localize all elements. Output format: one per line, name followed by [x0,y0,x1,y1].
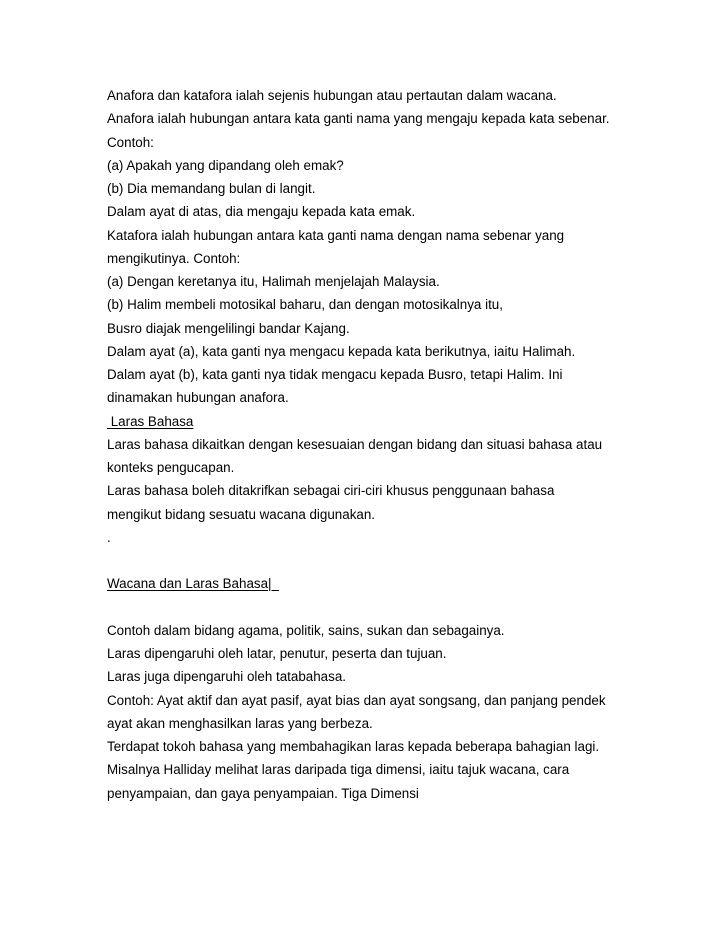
example-line: (a) Dengan keretanya itu, Halimah menjelajah Malaysia. [107,274,440,289]
paragraph-line: Dalam ayat (a), kata ganti nya mengacu kepada kata berikutnya, iaitu Halimah. [107,343,576,359]
paragraph-line: Contoh dalam bidang agama, politik, sains, sukan dan sebagainya. [107,622,505,638]
paragraph-line: Laras bahasa dikaitkan dengan kesesuaian dengan bidang dan situasi bahasa atau [107,436,603,452]
paragraph-line: mengikutinya. Contoh: [107,250,241,266]
blank-line [107,549,707,572]
paragraph-line: Anafora ialah hubungan antara kata ganti nama yang mengaju kepada kata sebenar. [107,111,610,127]
paragraph-line: Misalnya Halliday melihat laras daripada tiga dimensi, iaitu tajuk wacana, cara [107,762,570,778]
example-line: (a) Apakah yang dipandang oleh emak? [107,157,344,173]
section-heading-wacana-laras: Wacana dan Laras Bahasa| [107,576,279,592]
paragraph-line: konteks pengucapan. [107,460,235,475]
paragraph-line: Dalam ayat di atas, dia mengaju kepada kata emak. [107,204,416,220]
section-heading-laras-bahasa: Laras Bahasa [107,413,194,429]
paragraph-line: dinamakan hubungan anafora. [107,390,289,406]
paragraph-line: Laras bahasa boleh ditakrifkan sebagai ciri-ciri khusus penggunaan bahasa [107,483,555,499]
blank-line [107,596,707,619]
paragraph-line: mengikut bidang sesuatu wacana digunakan. [107,506,376,522]
document-body [107,84,707,805]
paragraph-line: . [107,529,111,545]
paragraph-line: Anafora dan katafora ialah sejenis hubungan atau pertautan dalam wacana. [107,88,557,103]
example-line: (b) Halim membeli motosikal baharu, dan dengan motosikalnya itu, [107,297,503,313]
paragraph-line: Katafora ialah hubungan antara kata ganti nama dengan nama sebenar yang [107,227,565,243]
example-line: (b) Dia memandang bulan di langit. [107,181,316,196]
paragraph-line: ayat akan menghasilkan laras yang berbeza. [107,715,373,731]
paragraph-line: Contoh: Ayat aktif dan ayat pasif, ayat bias dan ayat songsang, dan panjang pendek [107,692,606,708]
paragraph-line: Dalam ayat (b), kata ganti nya tidak mengacu kepada Busro, tetapi Halim. Ini [107,367,563,382]
example-line: Busro diajak mengelilingi bandar Kajang. [107,320,350,336]
paragraph-line: Laras dipengaruhi oleh latar, penutur, peserta dan tujuan. [107,646,447,661]
paragraph-line: Terdapat tokoh bahasa yang membahagikan laras kepada beberapa bahagian lagi. [107,739,600,754]
paragraph-line: Laras juga dipengaruhi oleh tatabahasa. [107,669,346,685]
paragraph-line: penyampaian, dan gaya penyampaian. Tiga Dimensi [107,785,419,801]
paragraph-line: Contoh: [107,134,154,150]
